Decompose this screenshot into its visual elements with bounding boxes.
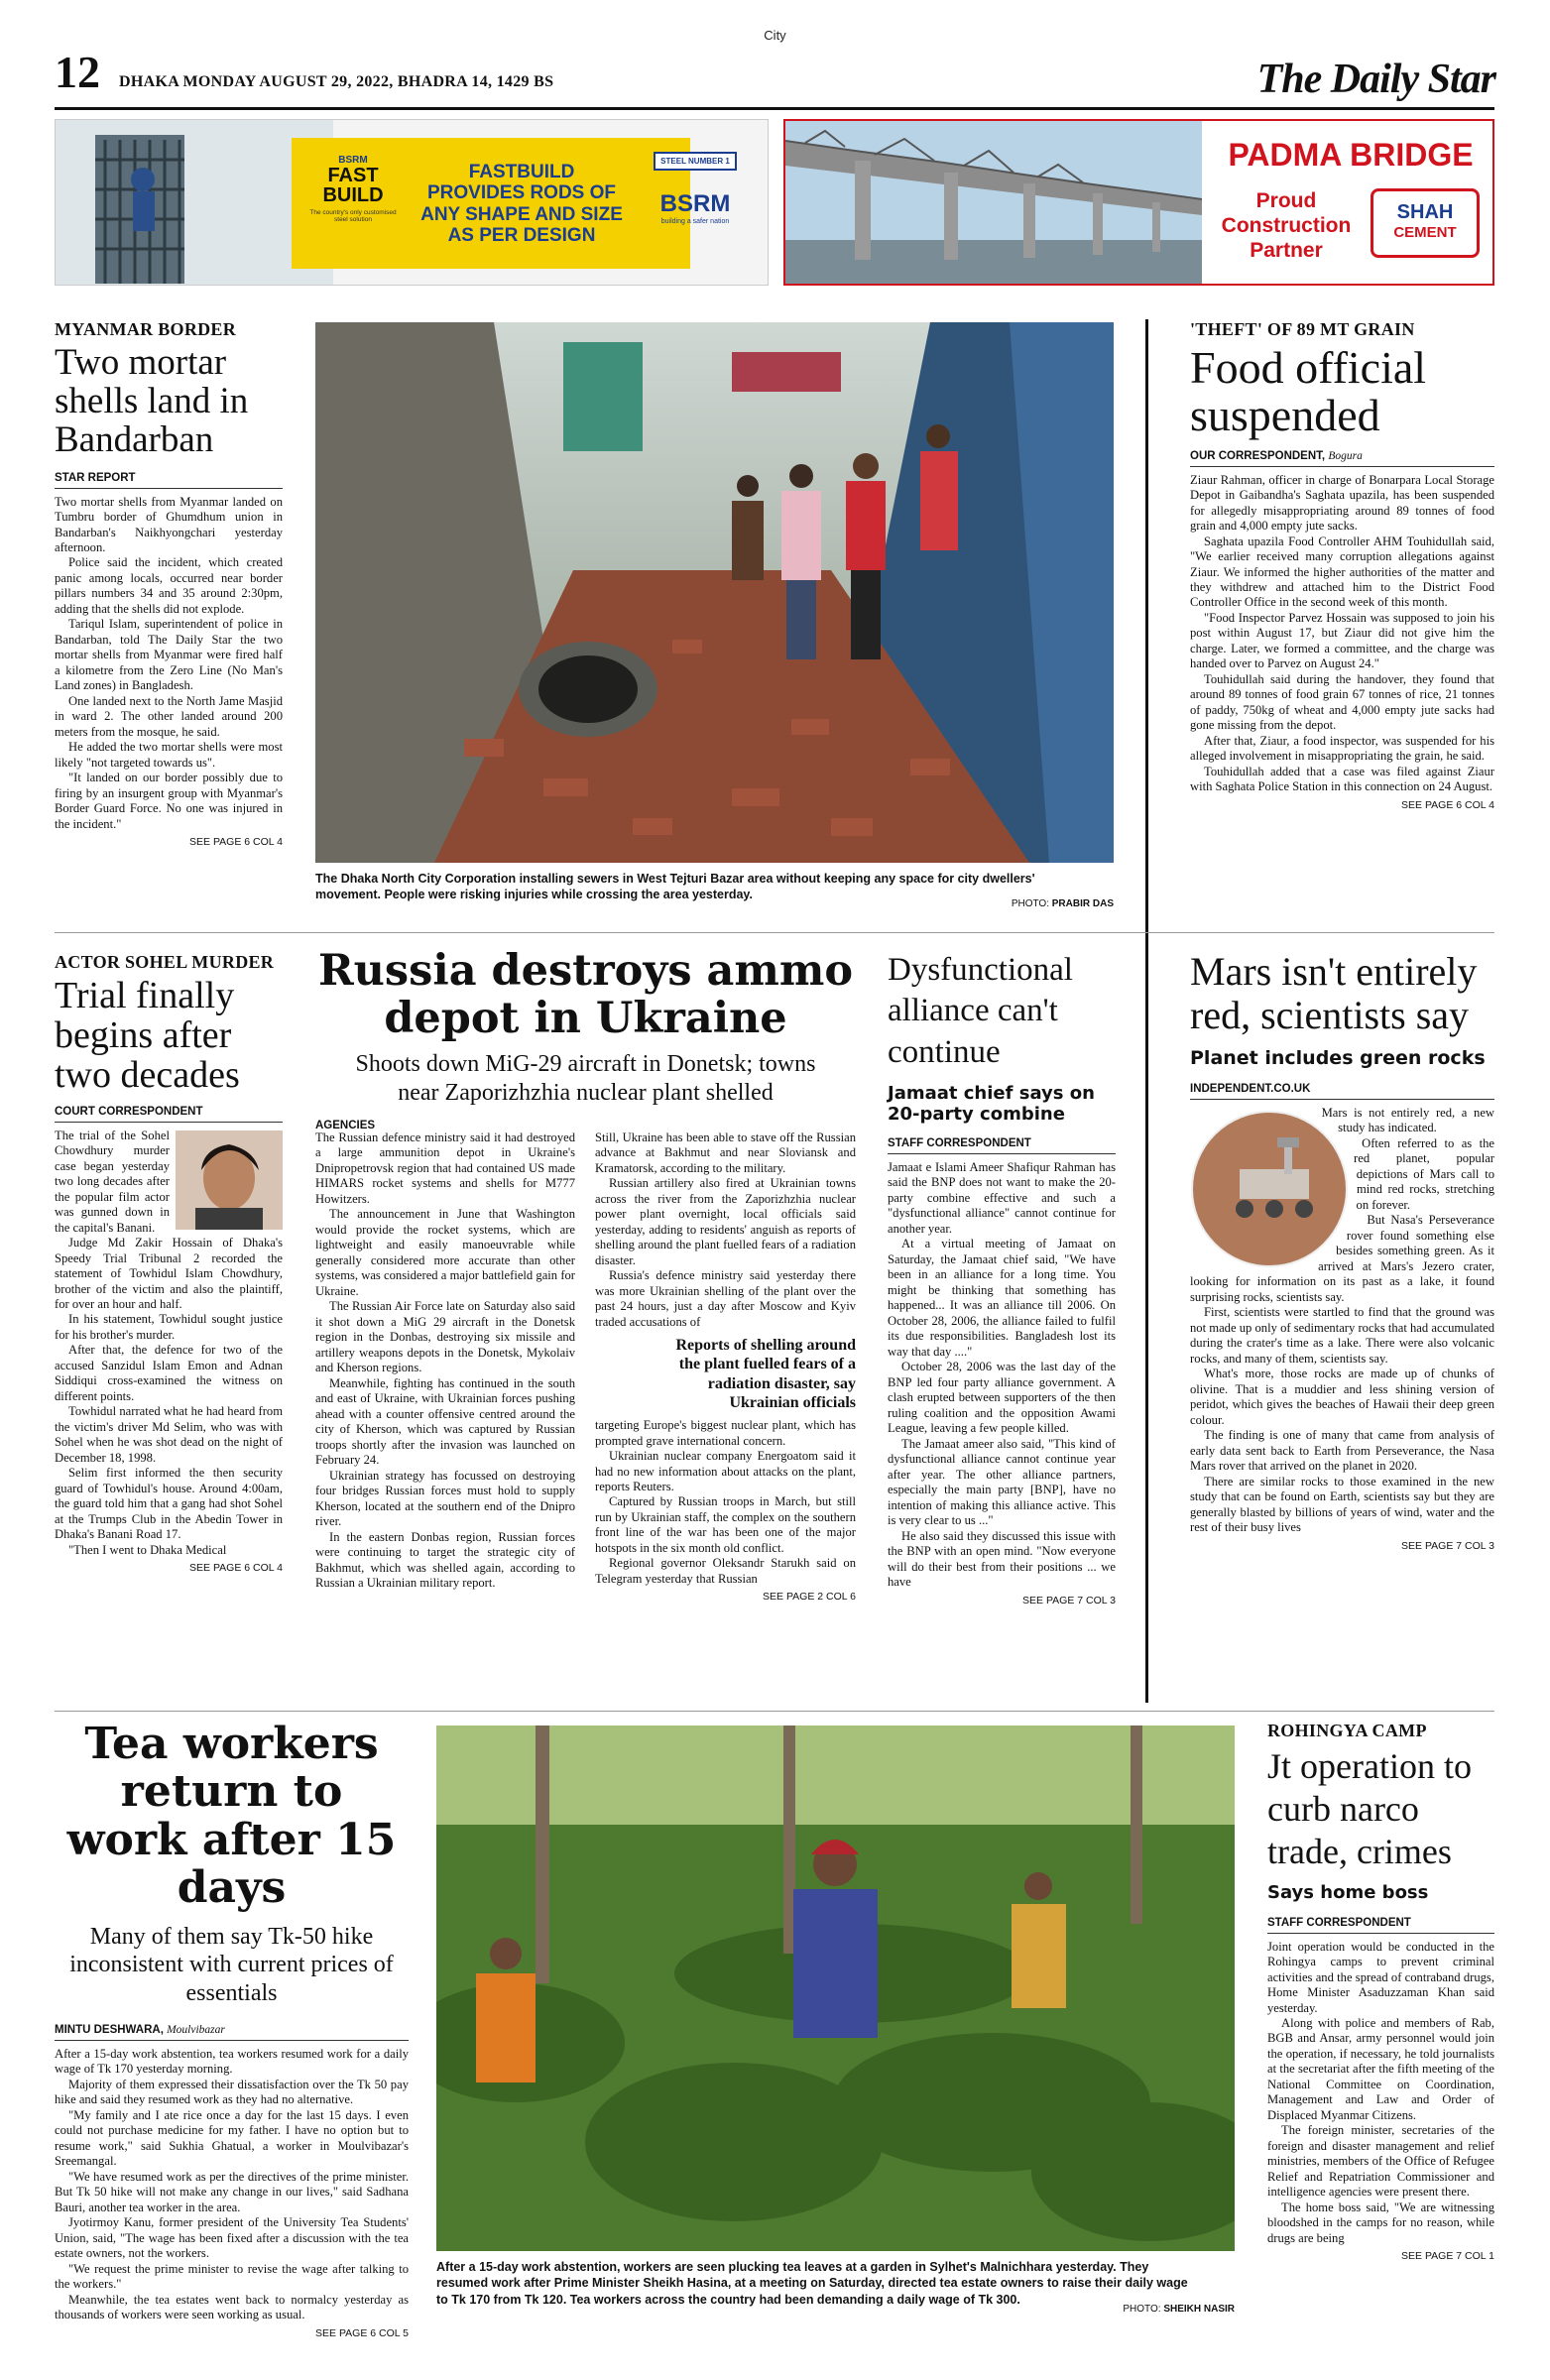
story-jamaat bbox=[888, 950, 1116, 1606]
byline-name: MINTU DESHWARA, bbox=[55, 2023, 164, 2036]
byline-place: Bogura bbox=[1328, 449, 1363, 462]
paragraph: October 28, 2006 was the last day of the BNP led four party alliance government. A clash erupted between supporters of the then ruling coalition and the opposition Awami League, leaving a few people killed. bbox=[888, 1360, 1116, 1436]
story-ukraine bbox=[315, 946, 856, 1604]
paragraph: Still, Ukraine has been able to stave off the Russian advance at Bakhmut and near Sloviansk and Kramatorsk, according to the military. bbox=[595, 1130, 856, 1175]
kicker: ROHINGYA CAMP bbox=[1267, 1721, 1427, 1740]
paragraph: Two mortar shells from Myanmar landed on Tumbru border of Ghumdhum union in Bandarban's Naikhyongchari yesterday afternoon. bbox=[55, 494, 283, 554]
ukraine-col-1 bbox=[315, 1130, 575, 1592]
byline: STAFF CORRESPONDENT bbox=[1267, 1917, 1494, 1934]
paragraph: "It landed on our border possibly due to firing by an insurgent group with Myanmar's Border Guard Force. No one was injured in the incident." bbox=[55, 771, 283, 831]
paragraph: In his statement, Towhidul sought justice for his brother's murder. bbox=[55, 1312, 283, 1342]
paragraph: After that, the defence for two of the accused Sanzidul Islam Emon and Adnan Siddiqui cross-examined the witness on different points. bbox=[55, 1343, 283, 1403]
story-body bbox=[1190, 1106, 1494, 1536]
credit-name: SHEIKH NASIR bbox=[1163, 2304, 1235, 2315]
padma-bridge-title: PADMA BRIDGE bbox=[1228, 137, 1474, 173]
paragraph: Tariqul Islam, superintendent of police in Bandarban, told The Daily Star the two mortar shells from Myanmar were fired half a kilometre from the Zero Line (No Man's Land zones) in Bangladesh. bbox=[55, 617, 283, 693]
paragraph: Russian artillery also fired at Ukrainian towns across the river from the Zaporizhzhia nuclear power plant overnight, local officials said yesterday, adding to residents' anguish as reports of shelling around the plant fuelled fears of a radiation disaster. bbox=[595, 1176, 856, 1267]
bsrm-footer-tag: building a safer nation bbox=[660, 218, 730, 225]
paragraph: Ukrainian strategy has focussed on destroying four bridges Russian forces must hold to supply Kherson, located at the southern end of the Dnipro river. bbox=[315, 1468, 575, 1529]
paragraph: First, scientists were startled to find that the ground was not made up only of sedimentary rocks that had accumulated during the crater's time as a lake. There were also volcanic rocks, and many of them, scientists say. bbox=[1190, 1305, 1494, 1366]
paragraph: Majority of them expressed their dissatisfaction over the Tk 50 pay hike and said they resumed work as they had no alternative. bbox=[55, 2077, 409, 2107]
row-divider bbox=[55, 1711, 1494, 1712]
byline bbox=[1190, 450, 1494, 467]
paragraph: "We have resumed work as per the directives of the prime minister. But Tk 50 hike will not make any change in our lives," said Sadhana Bauri, another tea worker in the area. bbox=[55, 2169, 409, 2214]
steel-number-one-badge: STEEL NUMBER 1 bbox=[654, 152, 737, 171]
paragraph: There are similar rocks to those examined in the new study that can be found on Earth, scientists say but they are generally blasted by billions of years of wind, water and the rest of their busy lives bbox=[1190, 1474, 1494, 1535]
story-grain bbox=[1190, 319, 1494, 811]
credit-name: PRABIR DAS bbox=[1051, 898, 1114, 909]
credit-label: PHOTO: bbox=[1011, 898, 1049, 909]
partner-text bbox=[1212, 188, 1361, 264]
paragraph: He also said they discussed this issue with the BNP with an open mind. "Now everyone will do their best from their positions ... we have bbox=[888, 1528, 1116, 1590]
jump-line[interactable]: SEE PAGE 7 COL 3 bbox=[1401, 1539, 1494, 1552]
partner-line-1: Proud bbox=[1255, 189, 1317, 212]
paragraph: In the eastern Donbas region, Russian forces were continuing to target the strategic city of Bakhmut, which was shelled again, according to Russian a Ukrainian military report. bbox=[315, 1529, 575, 1591]
story-body bbox=[1267, 1940, 1494, 2247]
story-sohel bbox=[55, 952, 283, 1574]
byline bbox=[55, 2024, 409, 2041]
headline[interactable]: Trial finally begins after two decades bbox=[55, 975, 240, 1096]
page-number: 12 bbox=[55, 47, 100, 97]
deck: Many of them say Tk-50 hike inconsistent with current prices of essentials bbox=[69, 1923, 394, 2007]
story-body bbox=[55, 1129, 283, 1559]
headline[interactable]: Jt operation to curb narco trade, crimes bbox=[1267, 1746, 1472, 1872]
paragraph: He added the two mortar shells were most likely "not targeted towards us". bbox=[55, 740, 283, 770]
paragraph: But Nasa's Perseverance rover found something else besides something green. As it arrived at Mars's Jezero crater, looking for information on its past as a lake, it found surprising rocks, scientists say. bbox=[1190, 1213, 1494, 1304]
headline[interactable]: Food official suspended bbox=[1190, 342, 1427, 441]
sohel-portrait bbox=[176, 1130, 283, 1230]
paragraph: One landed next to the North Jame Masjid in ward 2. The other landed around 200 meters from the mosque, he said. bbox=[55, 693, 283, 739]
tea-photo-credit bbox=[1041, 2304, 1235, 2315]
byline-place: Moulvibazar bbox=[167, 2023, 225, 2036]
paragraph: The Russian defence ministry said it had destroyed a large ammunition depot in Ukraine's Dnipropetrovsk region that had contained US made HIMARS rocket systems and shells for M777 Howitzers. bbox=[315, 1130, 575, 1206]
story-rohingya bbox=[1267, 1721, 1494, 2262]
mars-rover-photo bbox=[1190, 1110, 1349, 1268]
bsrm-logo: BSRM bbox=[659, 190, 731, 217]
paragraph: Police said the incident, which created panic among locals, occurred near border pillars numbers 34 and 35 around 2:30pm, adding that the shells did not explode. bbox=[55, 555, 283, 616]
byline: STAR REPORT bbox=[55, 472, 283, 489]
masthead-logo[interactable]: The Daily Star bbox=[1256, 57, 1495, 102]
partner-line-2: Construction bbox=[1221, 214, 1352, 238]
bsrm-ad[interactable] bbox=[55, 119, 769, 286]
paragraph: "Food Inspector Parvez Hossain was supposed to join his post within August 17, but Ziaur did not give him the charge. Later, we formed a committee, and the charge was handed over to Parvez on August 24." bbox=[1190, 610, 1494, 671]
jump-line[interactable]: SEE PAGE 6 COL 5 bbox=[315, 2326, 409, 2339]
section-label: City bbox=[764, 28, 786, 43]
jump-line[interactable]: SEE PAGE 6 COL 4 bbox=[1401, 798, 1494, 811]
jump-line[interactable]: SEE PAGE 7 COL 3 bbox=[1022, 1594, 1116, 1606]
paragraph: Along with police and members of Rab, BGB and Ansar, army personnel would join the operation, if necessary, he told journalists at the secretariat after the fifth meeting of the National Committee on Coordination, Management and Law and Order of Displaced Myanmar Citizens. bbox=[1267, 2015, 1494, 2122]
paragraph: After that, Ziaur, a food inspector, was suspended for his alleged involvement in misappropriating the grain, he said. bbox=[1190, 733, 1494, 764]
column-rule bbox=[1145, 319, 1148, 1703]
paragraph: Mars is not entirely red, a new study has indicated. bbox=[1321, 1106, 1494, 1135]
shah-cement-ad[interactable] bbox=[783, 119, 1494, 286]
paragraph: Jyotirmoy Kanu, former president of the University Tea Students' Union, said, "The wage has been fixed after a discussion with the tea estate owners, not the workers. bbox=[55, 2215, 409, 2261]
shah-logo-top: SHAH bbox=[1396, 201, 1454, 223]
paragraph: Meanwhile, fighting has continued in the south and east of Ukraine, with Ukrainian forces pushing ahead with a counter offensive centred around the city of Kherson, which was captured by Russian troops shortly after the invasion was launched on February 24. bbox=[315, 1375, 575, 1468]
fastbuild-logo bbox=[303, 155, 403, 223]
paragraph: The Russian Air Force late on Saturday also said it shot down a MiG 29 aircraft in the Donetsk region in the Donbas, destroying six missile and artillery weapons depots in the Donetsk, Mykolaiv and Kherson regions. bbox=[315, 1299, 575, 1375]
paragraph: targeting Europe's biggest nuclear plant, which has prompted grave international concern. bbox=[595, 1418, 856, 1448]
deck: Jamaat chief says on 20-party combine bbox=[888, 1082, 1095, 1126]
paragraph: Jamaat e Islami Ameer Shafiqur Rahman has said the BNP does not want to make the 20-party combine effective and such a "dysfunctional alliance" cannot continue for another year. bbox=[888, 1159, 1116, 1236]
deck: Planet includes green rocks bbox=[1190, 1047, 1486, 1069]
paragraph: Ukrainian nuclear company Energoatom said it had no new information about attacks on the plant, reports Reuters. bbox=[595, 1449, 856, 1493]
byline: INDEPENDENT.CO.UK bbox=[1190, 1083, 1494, 1100]
paragraph: Ziaur Rahman, officer in charge of Bonarpara Local Storage Depot in Gaibandha's Saghata upazila, has been suspended for allegedly misappropriating around 89 tonnes of food grain and 4,000 empty jute sacks. bbox=[1190, 472, 1494, 534]
credit-label: PHOTO: bbox=[1123, 2304, 1161, 2315]
paragraph: The trial of the Sohel Chowdhury murder case began yesterday two long decades after the popular film actor was gunned down in the capital's Banani. bbox=[55, 1128, 170, 1235]
paragraph: Joint operation would be conducted in the Rohingya camps to prevent criminal activities and the spread of contraband drugs, Home Minister Asaduzzaman Khan said yesterday. bbox=[1267, 1939, 1494, 2015]
deck: Shoots down MiG-29 aircraft in Donetsk; towns near Zaporizhzhia nuclear plant shelled bbox=[355, 1051, 816, 1107]
paragraph: The finding is one of many that came from analysis of early data sent back to Earth from Perseverance, the Nasa Mars rover that arrived on the planet in 2020. bbox=[1190, 1428, 1494, 1474]
bsrm-small-brand: BSRM bbox=[338, 155, 368, 166]
paragraph: "Then I went to Dhaka Medical bbox=[68, 1542, 227, 1557]
story-body bbox=[1190, 473, 1494, 795]
byline: STAFF CORRESPONDENT bbox=[888, 1137, 1116, 1154]
bsrm-brand-block bbox=[636, 148, 755, 267]
header-rule bbox=[55, 107, 1494, 110]
byline-name: OUR CORRESPONDENT, bbox=[1190, 449, 1326, 462]
byline: COURT CORRESPONDENT bbox=[55, 1106, 283, 1123]
headline[interactable]: Russia destroys ammo depot in Ukraine bbox=[317, 946, 854, 1044]
paragraph: The foreign minister, secretaries of the foreign and disaster management and relief ministries, members of the Office of Refugee Relief and Repatriation Commissioner and intelligence agencies were present there. bbox=[1267, 2123, 1494, 2200]
jump-line[interactable]: SEE PAGE 2 COL 6 bbox=[763, 1591, 856, 1604]
story-mars bbox=[1190, 950, 1494, 1552]
deck: Says home boss bbox=[1267, 1881, 1429, 1903]
paragraph: "My family and I ate rice once a day for the last 15 days. I even could not purchase medicine for my father. I have no option but to resume work," said Sukhia Ghatual, a worker in Moulvibazar's Sreemangal. bbox=[55, 2107, 409, 2169]
tea-photo-image bbox=[436, 1726, 1235, 2251]
story-tea bbox=[55, 1721, 409, 2339]
sewer-photo-credit bbox=[843, 898, 1114, 909]
sewer-photo-caption: The Dhaka North City Corporation installing sewers in West Tejturi Bazar area without keeping any space for city dwellers' movement. People were risking injuries while crossing the area yesterday. bbox=[315, 872, 1035, 902]
shah-logo-bottom: CEMENT bbox=[1393, 224, 1457, 241]
jump-line[interactable]: SEE PAGE 7 COL 1 bbox=[1401, 2250, 1494, 2263]
pull-quote: Reports of shelling around the plant fuelled fears of a radiation disaster, say Ukrainian officials bbox=[675, 1337, 856, 1411]
paragraph: Regional governor Oleksandr Starukh said on Telegram yesterday that Russian bbox=[595, 1556, 856, 1586]
byline: AGENCIES bbox=[315, 1119, 376, 1131]
paragraph: What's more, those rocks are made up of chunks of olivine. That is a muddier and less shining version of peridot, which gives the beaches of Hawaii their deep green colour. bbox=[1190, 1367, 1494, 1427]
paragraph: "We request the prime minister to revise the wage after talking to the workers." bbox=[55, 2261, 409, 2292]
dateline: DHAKA MONDAY AUGUST 29, 2022, BHADRA 14, 1429 BS bbox=[119, 73, 554, 90]
bsrm-headline: FASTBUILD PROVIDES RODS OF ANY SHAPE AND SIZE AS PER DESIGN bbox=[420, 162, 623, 246]
headline[interactable]: Two mortar shells land in Bandarban bbox=[55, 342, 249, 460]
paragraph: The Jamaat ameer also said, "This kind of dysfunctional alliance cannot continue year after year. The other alliance partners, especially the main party [BNP], have no intention of making this alliance active. This is very clear to us ..." bbox=[888, 1436, 1116, 1528]
kicker: MYANMAR BORDER bbox=[55, 319, 237, 339]
tea-photo-caption: After a 15-day work abstention, workers are seen plucking tea leaves at a garden in Sylhet's Malnichhara yesterday. They resumed work after Prime Minister Sheikh Hasina, at a meeting on Saturday, directed tea estate owners to raise their daily wage to Tk 170 from Tk 120. Tea workers across the country had been demanding a daily wage of Tk 300. bbox=[436, 2260, 1188, 2307]
ukraine-col-2 bbox=[595, 1130, 856, 1603]
shah-cement-logo bbox=[1371, 188, 1480, 258]
paragraph: Towhidul narrated what he had heard from the victim's driver Md Selim, who was with Sohel when he was shot dead on the night of December 18, 1998. bbox=[55, 1404, 283, 1465]
padma-bridge-graphic bbox=[785, 121, 1202, 284]
kicker: 'THEFT' OF 89 MT GRAIN bbox=[1190, 319, 1415, 339]
paragraph: After a 15-day work abstention, tea workers resumed work for a daily wage of Tk 170 yesterday morning. bbox=[55, 2046, 409, 2077]
jump-line[interactable]: SEE PAGE 6 COL 4 bbox=[189, 1562, 283, 1575]
jump-line[interactable]: SEE PAGE 6 COL 4 bbox=[189, 836, 283, 849]
story-body bbox=[55, 495, 283, 833]
partner-line-3: Partner bbox=[1250, 239, 1323, 263]
headline[interactable]: Tea workers return to work after 15 days bbox=[66, 1719, 397, 1914]
paragraph: Selim first informed the then security guard of Towhidul's house. Around 4:00am, the guard told him that a gang had shot Sohel at the Trumps Club in the Abedin Tower in Dhaka's Banani Road 17. bbox=[55, 1466, 283, 1542]
paragraph: Meanwhile, the tea estates went back to normalcy yesterday as thousands of workers were seen working as usual. bbox=[55, 2292, 409, 2322]
story-body bbox=[888, 1160, 1116, 1591]
sewer-photo-image bbox=[315, 322, 1114, 863]
paragraph: The home boss said, "We are witnessing bloodshed in the camps for no reason, while drugs are being bbox=[1267, 2200, 1494, 2245]
paragraph: Russia's defence ministry said yesterday there was more Ukrainian shelling of the plant over the past 24 hours, just a day after Moscow and Kyiv traded accusations of bbox=[595, 1268, 856, 1329]
headline[interactable]: Mars isn't entirely red, scientists say bbox=[1190, 949, 1478, 1037]
paragraph: Often referred to as the red planet, popular depictions of Mars call to mind red rocks, stretching on forever. bbox=[1354, 1135, 1494, 1212]
headline[interactable]: Dysfunctional alliance can't continue bbox=[888, 952, 1073, 1070]
paragraph: At a virtual meeting of Jamaat on Saturday, the Jamaat chief said, "We have been in an alliance for a long time. You might be thinking that something has happened... It was an alliance till 2006. On October 28, 2006, the alliance failed to fulfil its due responsibilities. Bangladesh lost its way that day ...." bbox=[888, 1237, 1116, 1359]
kicker: ACTOR SOHEL MURDER bbox=[55, 952, 275, 972]
paragraph: Judge Md Zakir Hossain of Dhaka's Speedy Trial Tribunal 2 recorded the statement of Towhidul Islam Chowdhury, brother of the victim and also the plaintiff, for over an hour and half. bbox=[55, 1236, 283, 1311]
paragraph: The announcement in June that Washington would provide the rocket systems, which are lightweight and easily manoeuvrable while generally considered more accurate than other systems, was considered a major battlefield gain for Ukraine. bbox=[315, 1207, 575, 1298]
paragraph: Saghata upazila Food Controller AHM Touhidullah said, "We earlier received many corruption allegations against Ziaur. We informed the higher authorities of the matter and they withdrew and attached him to the District Food Controller Office in the second week of this month. bbox=[1190, 534, 1494, 610]
fastbuild-product: FAST BUILD bbox=[322, 165, 384, 206]
paragraph: Touhidullah said during the handover, they found that around 89 tonnes of food grain 67 tonnes of rice, 21 tonnes of paddy, 750kg of wheat and 4,000 empty jute sacks had gone missing from the depot. bbox=[1190, 671, 1494, 733]
story-body bbox=[55, 2047, 409, 2323]
sewer-photo bbox=[315, 322, 1114, 863]
tea-photo bbox=[436, 1726, 1235, 2251]
paragraph: Touhidullah added that a case was filed against Ziaur with Saghata Police Station in this connection on 24 August. bbox=[1190, 764, 1494, 794]
row-divider bbox=[55, 932, 1494, 933]
story-myanmar bbox=[55, 319, 283, 848]
paragraph: Captured by Russian troops in March, but still run by Ukrainian staff, the complex on the southern front line of the war has been one of the major hotspots in the six month old conflict. bbox=[595, 1494, 856, 1555]
bsrm-tagline: The country's only customised steel solution bbox=[309, 209, 397, 223]
